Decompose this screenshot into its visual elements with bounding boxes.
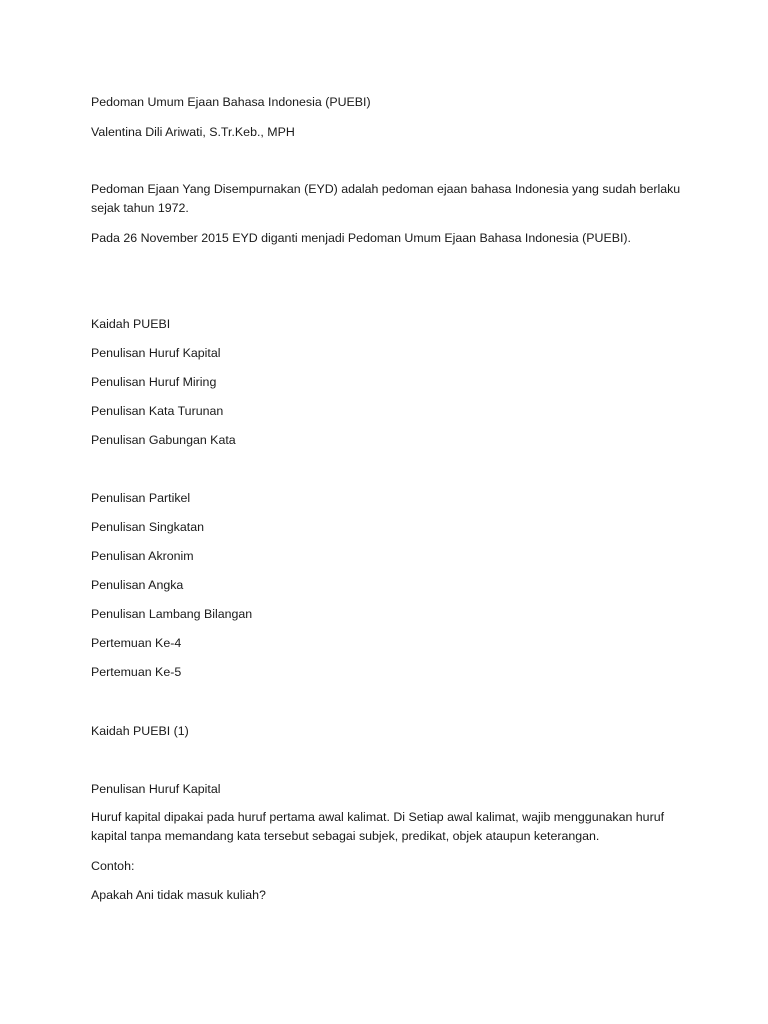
section-heading: Kaidah PUEBI (1) [91,724,189,738]
rule-item: Penulisan Huruf Kapital [91,346,221,360]
rule-item: Penulisan Singkatan [91,520,204,534]
rule-item: Pertemuan Ke-4 [91,636,182,650]
intro-paragraph: Pedoman Ejaan Yang Disempurnakan (EYD) adalah pedoman ejaan bahasa Indonesia yang sudah berlaku sejak tahun 1972. [91,182,681,215]
rule-item: Penulisan Partikel [91,491,191,505]
document-author: Valentina Dili Ariwati, S.Tr.Keb., MPH [91,125,295,139]
rule-item: Pertemuan Ke-5 [91,665,182,679]
example-label: Contoh: [91,859,135,873]
change-note: Pada 26 November 2015 EYD diganti menjadi Pedoman Umum Ejaan Bahasa Indonesia (PUEBI). [91,231,631,245]
rule-item: Penulisan Lambang Bilangan [91,607,253,621]
document-title: Pedoman Umum Ejaan Bahasa Indonesia (PUEBI) [91,95,371,109]
rule-item: Penulisan Huruf Miring [91,375,217,389]
rule-item: Penulisan Kata Turunan [91,404,224,418]
rules-heading: Kaidah PUEBI [91,317,171,331]
rule-item: Penulisan Angka [91,578,184,592]
rule-item: Penulisan Gabungan Kata [91,433,236,447]
subsection-heading: Penulisan Huruf Kapital [91,782,221,796]
subsection-body: Huruf kapital dipakai pada huruf pertama awal kalimat. Di Setiap awal kalimat, wajib menggunakan huruf kapital tanpa memandang kata tersebut sebagai subjek, predikat, objek ataupun keterangan. [91,810,665,843]
example-text: Apakah Ani tidak masuk kuliah? [91,888,266,902]
rule-item: Penulisan Akronim [91,549,194,563]
